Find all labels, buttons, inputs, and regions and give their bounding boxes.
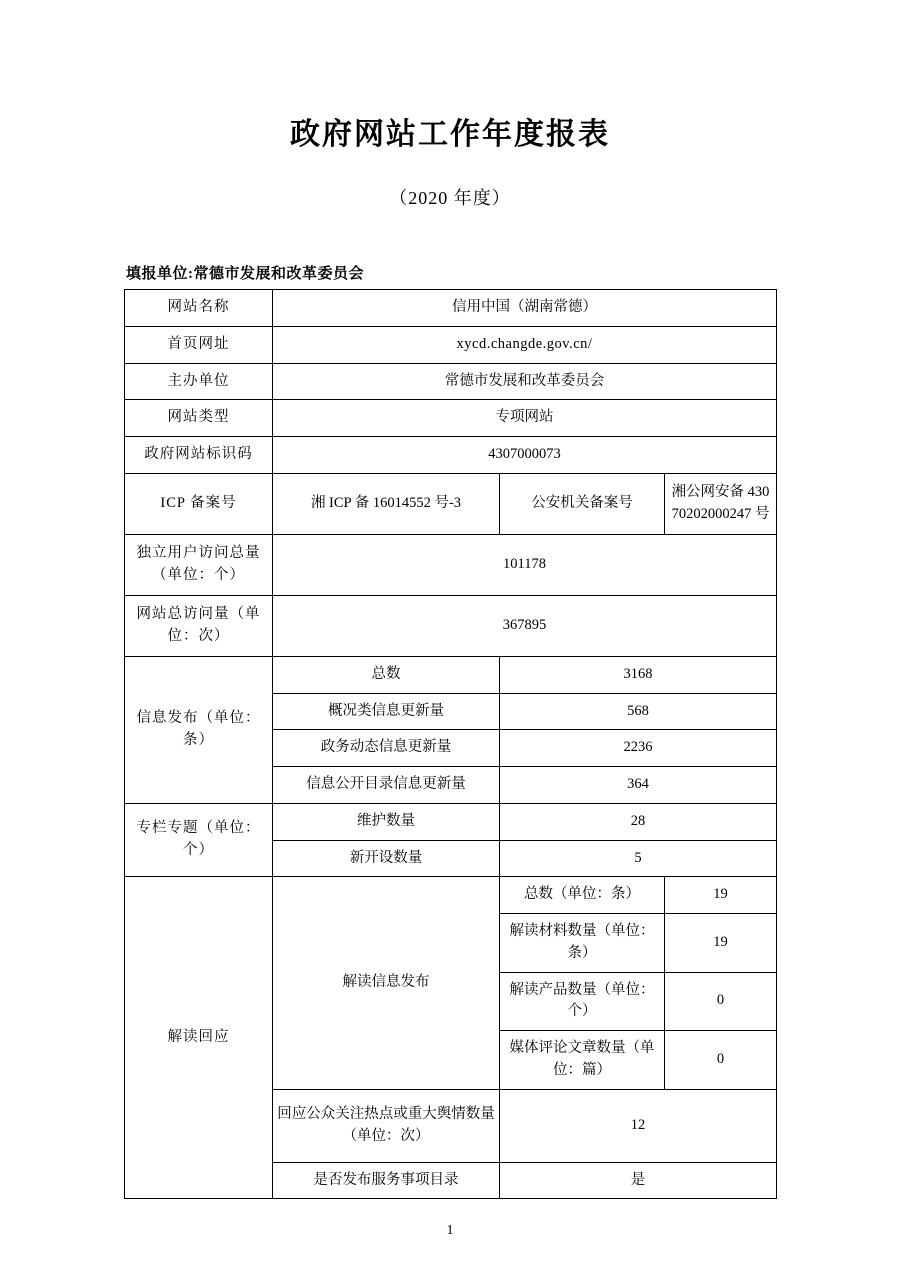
site-type-label: 网站类型 <box>125 400 273 437</box>
interpret-row-name: 总数（单位：条） <box>500 877 665 914</box>
table-row <box>125 877 777 914</box>
table-row <box>125 363 777 400</box>
column-topic-row-value: 5 <box>500 840 777 877</box>
service-catalog-label: 是否发布服务事项目录 <box>273 1162 500 1199</box>
info-publish-row-value: 568 <box>500 693 777 730</box>
site-name-value: 信用中国（湖南常德） <box>273 290 777 327</box>
interpret-response-label: 解读回应 <box>125 877 273 1199</box>
site-code-value: 4307000073 <box>273 437 777 474</box>
unique-visitors-label: 独立用户访问总量（单位：个） <box>125 534 273 595</box>
info-publish-row-value: 2236 <box>500 730 777 767</box>
interpret-publish-label: 解读信息发布 <box>273 877 500 1089</box>
info-publish-row-name: 概况类信息更新量 <box>273 693 500 730</box>
page-number: 1 <box>446 1223 454 1238</box>
police-record-value: 湘公网安备 43070202000247 号 <box>665 473 777 534</box>
hotspot-response-label: 回应公众关注热点或重大舆情数量（单位：次） <box>273 1089 500 1162</box>
column-topic-label: 专栏专题（单位：个） <box>125 803 273 877</box>
column-topic-row-name: 维护数量 <box>273 803 500 840</box>
table-row <box>125 400 777 437</box>
info-publish-row-value: 3168 <box>500 656 777 693</box>
info-publish-row-name: 总数 <box>273 656 500 693</box>
interpret-row-value: 19 <box>665 877 777 914</box>
table-row <box>125 437 777 474</box>
info-publish-row-name: 政务动态信息更新量 <box>273 730 500 767</box>
column-topic-row-value: 28 <box>500 803 777 840</box>
table-row <box>125 656 777 693</box>
table-row <box>125 534 777 595</box>
interpret-row-value: 0 <box>665 1031 777 1090</box>
table-row <box>125 290 777 327</box>
service-catalog-value: 是 <box>500 1162 777 1199</box>
hotspot-response-value: 12 <box>500 1089 777 1162</box>
total-visits-value: 367895 <box>273 595 777 656</box>
host-unit-value: 常德市发展和改革委员会 <box>273 363 777 400</box>
info-publish-label: 信息发布（单位：条） <box>125 656 273 803</box>
page-subtitle: （2020 年度） <box>389 188 511 208</box>
table-row <box>125 473 777 534</box>
interpret-row-value: 19 <box>665 914 777 973</box>
site-name-label: 网站名称 <box>125 290 273 327</box>
site-code-label: 政府网站标识码 <box>125 437 273 474</box>
icp-label: ICP 备案号 <box>125 473 273 534</box>
total-visits-label: 网站总访问量（单位：次） <box>125 595 273 656</box>
unique-visitors-value: 101178 <box>273 534 777 595</box>
page-title: 政府网站工作年度报表 <box>290 117 610 152</box>
host-unit-label: 主办单位 <box>125 363 273 400</box>
icp-value: 湘 ICP 备 16014552 号-3 <box>273 473 500 534</box>
site-type-value: 专项网站 <box>273 400 777 437</box>
homepage-value: xycd.changde.gov.cn/ <box>273 326 777 363</box>
column-topic-row-name: 新开设数量 <box>273 840 500 877</box>
info-publish-row-value: 364 <box>500 767 777 804</box>
interpret-row-value: 0 <box>665 972 777 1031</box>
interpret-row-name: 解读产品数量（单位：个） <box>500 972 665 1031</box>
interpret-row-name: 媒体评论文章数量（单位：篇） <box>500 1031 665 1090</box>
table-row <box>125 803 777 840</box>
homepage-label: 首页网址 <box>125 326 273 363</box>
annual-report-table <box>124 289 777 1199</box>
table-row <box>125 326 777 363</box>
interpret-row-name: 解读材料数量（单位：条） <box>500 914 665 973</box>
table-row <box>125 595 777 656</box>
filer-unit-line: 填报单位:常德市发展和改革委员会 <box>126 266 364 282</box>
police-record-label: 公安机关备案号 <box>500 473 665 534</box>
info-publish-row-name: 信息公开目录信息更新量 <box>273 767 500 804</box>
